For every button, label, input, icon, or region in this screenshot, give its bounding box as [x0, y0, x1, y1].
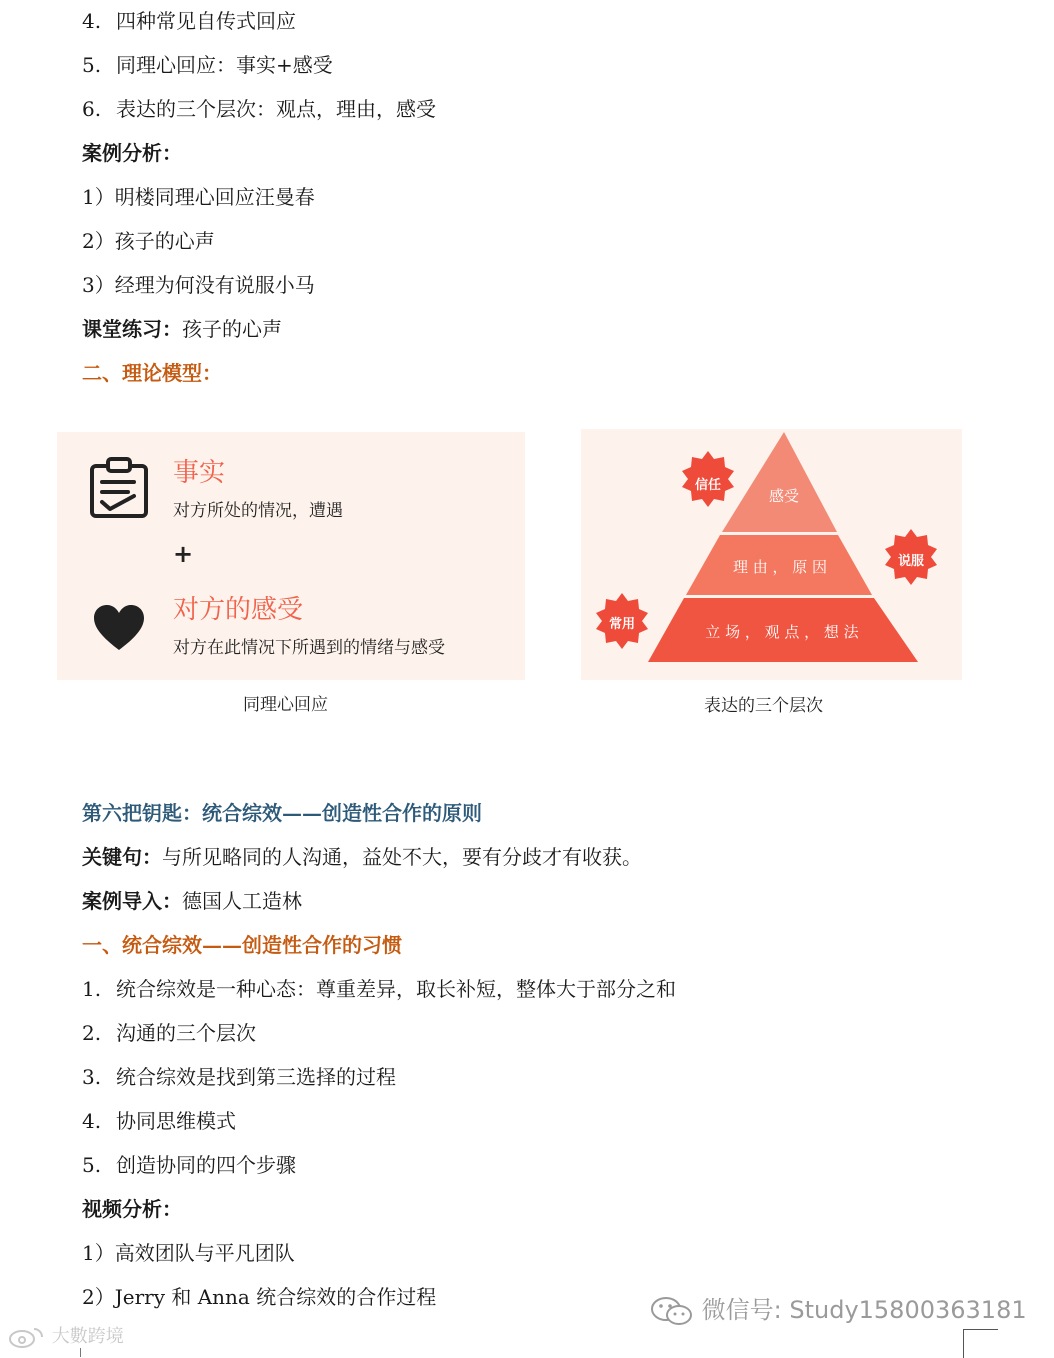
pyramid-middle-label: 理 由 ， 原 因 [732, 558, 828, 576]
fact-title: 事实 [173, 458, 226, 488]
clipboard-check-icon [88, 456, 150, 520]
list-item: 5. 同理心回应：事实+感受 [82, 53, 333, 77]
figure-caption: 同理心回应 [243, 695, 328, 715]
list-item: 4. 协同思维模式 [82, 1109, 236, 1133]
list-item: 3. 统合综效是找到第三选择的过程 [82, 1065, 396, 1089]
list-item: 1. 统合综效是一种心态：尊重差异，取长补短，整体大于部分之和 [82, 977, 676, 1001]
list-item: 6. 表达的三个层次：观点，理由，感受 [82, 97, 436, 121]
wechat-watermark: 微信号: Study15800363181 [650, 1290, 1027, 1326]
wechat-icon [650, 1296, 694, 1326]
pyramid-top-label: 感受 [768, 487, 800, 505]
pyramid-diagram [581, 429, 962, 680]
list-item: 2）孩子的心声 [82, 229, 215, 253]
list-item: 4. 四种常见自传式回应 [82, 9, 296, 33]
pyramid-bottom-label: 立 场 ， 观 点 ， 想 法 [705, 623, 859, 641]
fact-description: 对方所处的情况，遭遇 [173, 501, 343, 521]
list-item: 2. 沟通的三个层次 [82, 1021, 256, 1045]
persuade-badge-label: 说服 [897, 554, 925, 569]
trust-badge-label: 信任 [694, 478, 722, 493]
plus-sign: + [173, 540, 194, 568]
figure-caption: 表达的三个层次 [704, 696, 823, 716]
page-corner-mark [963, 1329, 998, 1358]
pyramid-top-layer [722, 432, 837, 532]
list-item: 5. 创造协同的四个步骤 [82, 1153, 296, 1177]
case-intro: 案例导入：德国人工造林 [82, 889, 302, 913]
feeling-title: 对方的感受 [173, 595, 304, 625]
brand-watermark: 大數跨境 [8, 1322, 124, 1349]
feeling-description: 对方在此情况下所遇到的情绪与感受 [173, 638, 445, 658]
heart-icon [93, 604, 145, 652]
key-six-heading: 第六把钥匙：统合综效——创造性合作的原则 [82, 801, 482, 825]
common-badge-label: 常用 [608, 617, 636, 632]
section-heading: 一、统合综效——创造性合作的习惯 [82, 933, 402, 957]
list-item: 1）高效团队与平凡团队 [82, 1241, 295, 1265]
margin-tick [80, 1348, 81, 1357]
case-analysis-heading: 案例分析： [82, 141, 182, 165]
expression-levels-figure [581, 429, 962, 680]
list-item: 1）明楼同理心回应汪曼春 [82, 185, 315, 209]
list-item: 2）Jerry 和 Anna 统合综效的合作过程 [82, 1285, 437, 1309]
section-heading: 二、理论模型： [82, 361, 222, 385]
weibo-icon [8, 1325, 46, 1349]
list-item: 3）经理为何没有说服小马 [82, 273, 315, 297]
empathy-response-figure [57, 432, 525, 680]
key-sentence: 关键句：与所见略同的人沟通，益处不大，要有分歧才有收获。 [82, 845, 642, 869]
classroom-exercise: 课堂练习：孩子的心声 [82, 317, 282, 341]
video-analysis-heading: 视频分析： [82, 1197, 182, 1221]
